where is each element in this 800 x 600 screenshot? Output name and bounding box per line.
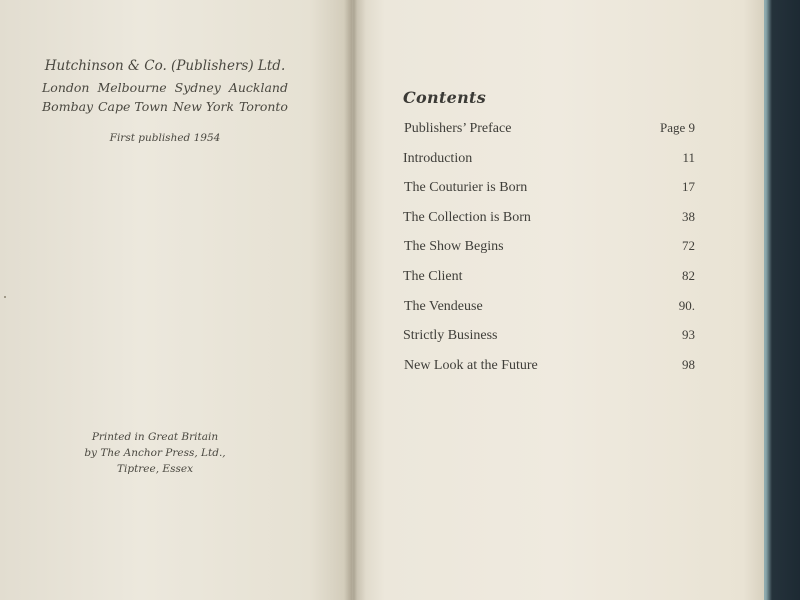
city: London xyxy=(42,79,90,95)
toc-entry-page: 90. xyxy=(678,297,695,313)
toc-entry-title: New Look at the Future xyxy=(404,357,538,373)
toc-entry xyxy=(403,327,695,357)
toc-entry-title: Publishers’ Preface xyxy=(404,121,512,136)
toc-entry xyxy=(403,179,695,209)
city: Auckland xyxy=(228,79,288,95)
toc-entry-page: 82 xyxy=(682,267,695,283)
toc-entry-page: 11 xyxy=(682,149,695,165)
printer-line-3: Tiptree, Essex xyxy=(116,462,193,475)
toc-entry-page: 17 xyxy=(682,179,695,195)
first-published-note: First published 1954 xyxy=(109,132,221,144)
toc-entry-page: 72 xyxy=(682,238,695,254)
city: Bombay xyxy=(42,99,94,115)
toc-entry xyxy=(403,357,695,387)
toc-entry xyxy=(403,238,695,268)
toc-entry xyxy=(403,209,695,239)
city: Sydney xyxy=(174,79,221,95)
toc-entry-title: Introduction xyxy=(403,150,473,166)
toc-entry xyxy=(403,120,695,150)
contents-heading: Contents xyxy=(403,88,487,107)
toc-entry-page: 98 xyxy=(682,356,695,372)
paper-speck xyxy=(4,296,6,298)
city: Melbourne xyxy=(97,79,167,95)
toc-entry-title: The Couturier is Born xyxy=(404,180,528,196)
toc-entry-title: The Vendeuse xyxy=(404,298,483,314)
toc-entry-page: Page 9 xyxy=(659,120,695,135)
printer-line-2: by The Anchor Press, Ltd., xyxy=(84,446,226,459)
book-cover-edge xyxy=(760,0,800,600)
left-page xyxy=(0,0,352,600)
city: Cape Town xyxy=(97,99,168,115)
table-of-contents xyxy=(403,120,695,386)
printer-line-1: Printed in Great Britain xyxy=(91,431,219,443)
toc-entry xyxy=(403,150,695,180)
toc-entry-page: 38 xyxy=(682,208,695,224)
cities-line-2 xyxy=(40,97,290,116)
toc-entry-title: The Show Begins xyxy=(404,239,504,255)
publisher-imprint xyxy=(40,56,290,117)
toc-entry-title: The Collection is Born xyxy=(403,209,531,225)
toc-entry-title: The Client xyxy=(403,268,463,284)
toc-entry xyxy=(403,298,695,328)
cities-line-1 xyxy=(40,78,290,97)
city: New York xyxy=(172,99,235,115)
toc-entry-page: 93 xyxy=(682,327,695,343)
printer-credit xyxy=(70,430,240,477)
book-gutter-shadow xyxy=(344,0,366,600)
publisher-name: Hutchinson & Co. (Publishers) Ltd. xyxy=(44,58,286,74)
toc-entry xyxy=(403,268,695,298)
toc-entry-title: Strictly Business xyxy=(403,328,498,344)
city: Toronto xyxy=(238,99,288,115)
